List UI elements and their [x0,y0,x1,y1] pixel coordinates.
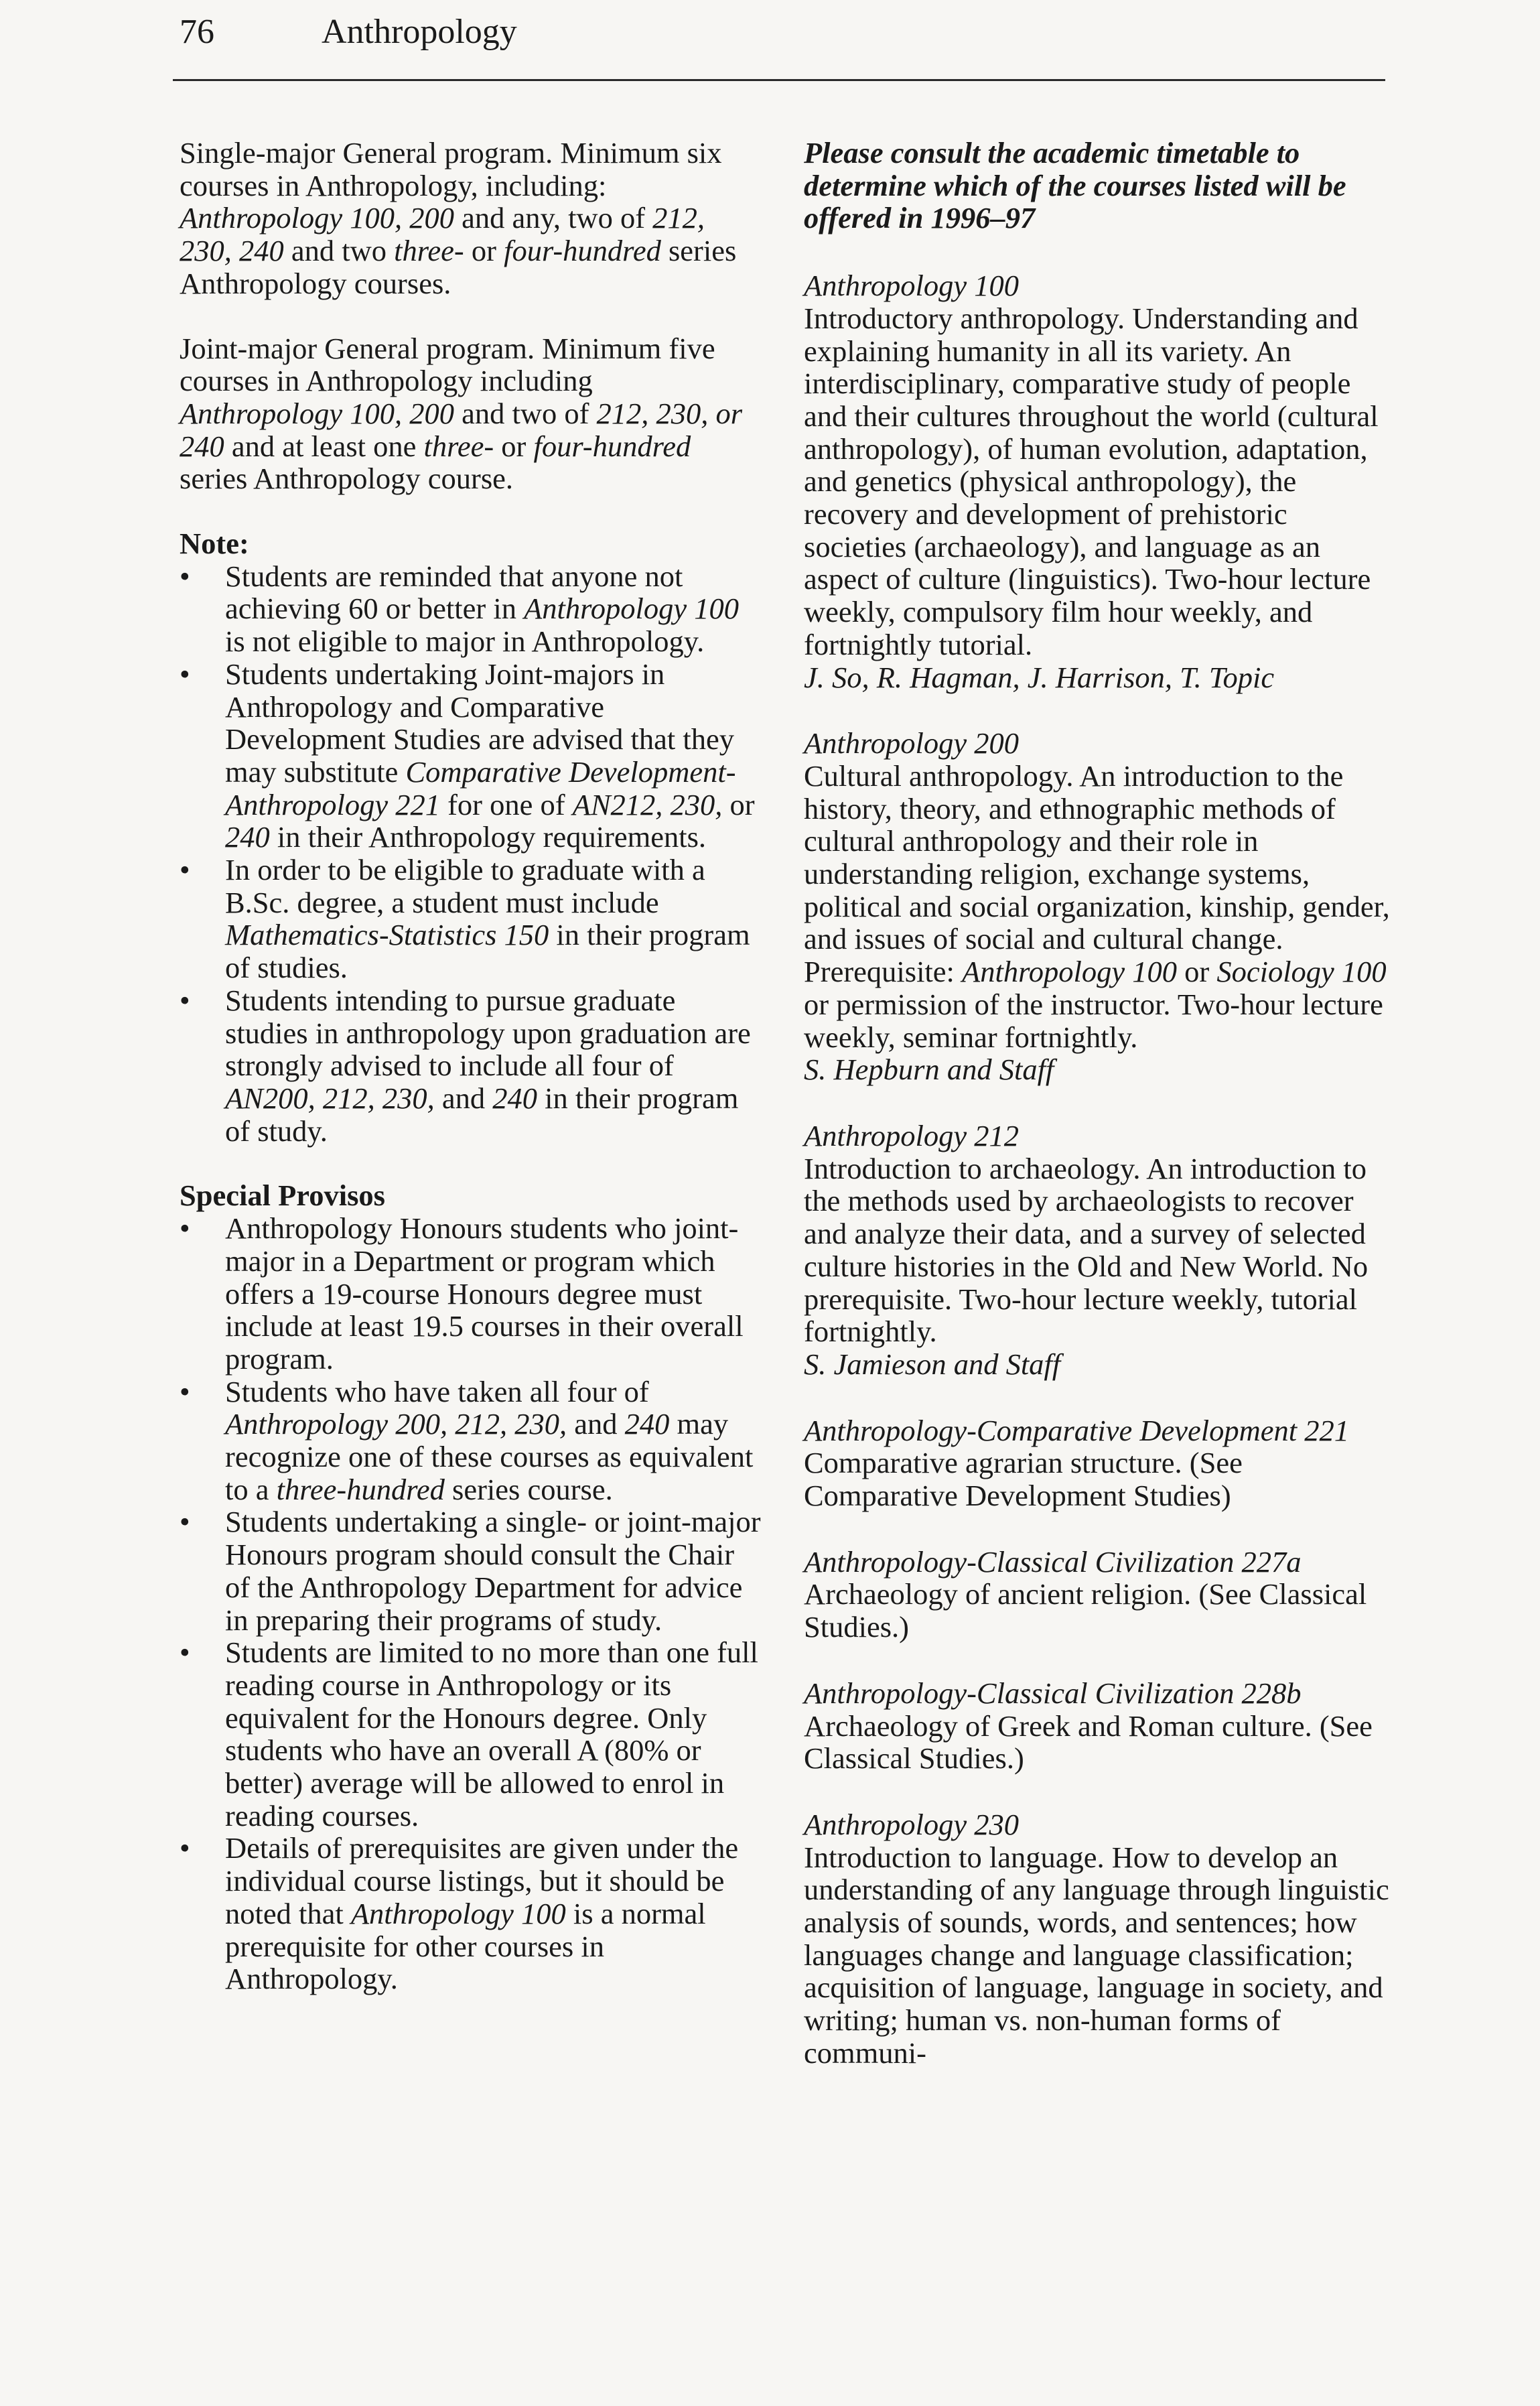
course-instructors: J. So, R. Hagman, J. Harrison, T. Topic [804,660,1275,694]
text-run: Anthropology 100 [524,592,740,626]
course-title: Anthropology-Comparative Development 221 [804,1413,1350,1447]
left-column [180,137,762,2027]
text-run: in their Anthropology requirements. [269,820,707,854]
course-title: Anthropology 230 [804,1807,1019,1841]
course-description [804,302,1393,661]
note-heading: Note: [180,527,249,561]
course-entry [804,269,1393,693]
text-run: Anthropology Honours students who joint-major in a Department or program which offers a 19-course Honours degree must include at least 19.5 courses in their overall program. [225,1211,744,1376]
course-list [804,269,1393,2069]
text-run: 212, 230, or 240 [180,396,743,463]
text-run: 240 [492,1081,538,1115]
text-run: or [494,429,534,463]
bullet-item [180,1506,762,1636]
page-header [173,5,1385,81]
text-run: Anthropology 100 [350,1896,566,1930]
text-run: Introduction to archaeology. An introduction to the methods used by archaeologists to recover and analyze their data, and a survey of selected culture histories in the Old and New World. No prerequisite. Two-hour lecture weekly, tutorial fortnightly. [804,1151,1369,1349]
text-run: Students intending to pursue graduate studies in anthropology upon graduation are strongly advised to include all four of [225,983,751,1083]
text-run: Comparative Development-Anthropology 221 [225,754,736,821]
course-instructors: S. Jamieson and Staff [804,1347,1061,1381]
text-run: Cultural anthropology. An introduction to the history, theory, and ethnographic methods of cultural anthropology and their role in understanding religion, exchange systems, political and social organization, kinship, gender, and issues of social and cultural change. Prerequisite: [804,758,1390,989]
text-run: Students are reminded that anyone not achieving 60 or better in [225,559,683,626]
text-run: is not eligible to major in Anthropology. [225,624,705,659]
special-provisos-heading: Special Provisos [180,1179,385,1213]
course-description [804,1578,1393,1643]
running-title: Anthropology [322,13,517,51]
text-run: and two of [453,396,597,430]
text-run: Sociology 100 [1216,955,1387,989]
text-run: AN200, 212, 230, [225,1081,435,1115]
text-run: in their program of study. [225,1081,739,1148]
single-major-program [180,137,762,300]
right-column [804,137,1393,2103]
text-run: Students are limited to no more than one full reading course in Anthropology or its equivalent for the Honours degree. Only students who have an overall A (80% or better) average will be allowed to enrol in reading courses. [225,1635,758,1832]
text-run: Comparative agrarian structure. (See Comparative Development Studies) [804,1446,1243,1513]
text-run: Details of prerequisites are given under the individual course listings, but it should be noted that [225,1831,739,1930]
course-description [804,1841,1393,2070]
text-run: four-hundred [533,429,691,463]
text-run: three-hundred [276,1472,445,1506]
course-title: Anthropology 200 [804,726,1019,760]
course-description [804,1152,1393,1348]
text-run: Students who have taken all four of [225,1374,649,1408]
bullet-item [180,984,762,1148]
text-run: Students undertaking a single- or joint-major Honours program should consult the Chair of the Anthropology Department for advice in preparing their programs of study. [225,1505,761,1637]
text-run: series Anthropology courses. [180,234,737,300]
text-run: Single-major General program. Minimum six courses in Anthropology, including: [180,136,722,202]
text-run: or [1177,955,1217,989]
bullet-item [180,1832,762,1995]
provisos-list [180,1212,762,1995]
page-number: 76 [180,13,214,51]
course-description [804,1447,1393,1512]
text-run: Introductory anthropology. Understanding and explaining humanity in all its variety. An interdisciplinary, comparative study of people and their cultures throughout the world (cultural anthropology), of human evolution, adaptation, and genetics (physical anthropology), the recovery and development of prehistoric societies (archaeology), and language as an aspect of culture (linguistics). Two-hour lecture weekly, compulsory film hour weekly, and fortnightly tutorial. [804,301,1379,661]
course-entry [804,1808,1393,2070]
text-run: Mathematics-Statistics 150 [225,918,549,952]
text-run: Anthropology 100, 200 [180,201,454,235]
course-entry [804,1677,1393,1775]
bullet-item [180,1636,762,1832]
joint-major-program [180,332,762,496]
text-run: three- [394,234,464,268]
text-run: for one of [439,787,573,821]
text-run: Anthropology 200, 212, 230, [225,1407,567,1441]
course-title: Anthropology-Classical Civilization 228b [804,1676,1302,1710]
course-entry [804,1414,1393,1512]
bullet-item [180,658,762,854]
text-run: four-hundred [504,234,661,268]
text-run: In order to be eligible to graduate with a B.Sc. degree, a student must include [225,853,705,919]
text-run: series Anthropology course. [180,462,514,496]
course-entry [804,1120,1393,1381]
text-run: Anthropology 100 [962,955,1177,989]
text-run: Joint-major General program. Minimum five courses in Anthropology including [180,331,715,398]
text-run: and at least one [224,429,424,463]
text-run: Archaeology of Greek and Roman culture. (See Classical Studies.) [804,1709,1373,1776]
course-entry [804,727,1393,1086]
course-title: Anthropology-Classical Civilization 227a [804,1544,1302,1579]
text-run: or [722,787,755,821]
course-title: Anthropology 100 [804,269,1019,303]
timetable-notice: Please consult the academic timetable to determine which of the courses listed will be offered in 1996–97 [804,136,1346,235]
course-entry [804,1546,1393,1644]
text-run: or permission of the instructor. Two-hour lecture weekly, seminar fortnightly. [804,987,1383,1054]
text-run: 240 [225,820,270,854]
bullet-item [180,1212,762,1376]
text-run: AN212, 230, [572,787,723,821]
text-run: series course. [444,1472,613,1506]
bullet-item [180,560,762,658]
course-instructors: S. Hepburn and Staff [804,1053,1054,1087]
note-list [180,560,762,1148]
text-run: and [567,1407,625,1441]
text-run: Students undertaking Joint-majors in Anthropology and Comparative Development Studies are advised that they may substitute [225,657,734,789]
bullet-item [180,854,762,984]
text-run: and any, two of [453,201,653,235]
text-run: and [434,1081,493,1115]
course-title: Anthropology 212 [804,1118,1019,1152]
course-description [804,760,1393,1053]
text-run: may recognize one of these courses as equivalent to a [225,1407,754,1506]
text-run: Introduction to language. How to develop an understanding of any language through linguistic analysis of sounds, words, and sentences; how languages change and language classification; acquisition of language, language in society, and writing; human vs. non-human forms of communi- [804,1840,1389,2070]
course-description [804,1710,1393,1775]
text-run: Anthropology 100, 200 [180,396,454,430]
text-run: or [464,234,504,268]
text-run: in their program of studies. [225,918,750,985]
text-run: three- [423,429,494,463]
text-run: Archaeology of ancient religion. (See Classical Studies.) [804,1577,1367,1644]
text-run: and two [283,234,395,268]
text-run: is a normal prerequisite for other courses in Anthropology. [225,1896,706,1996]
bullet-item [180,1376,762,1506]
text-run: 212, 230, 240 [180,201,705,268]
text-run: 240 [624,1407,670,1441]
